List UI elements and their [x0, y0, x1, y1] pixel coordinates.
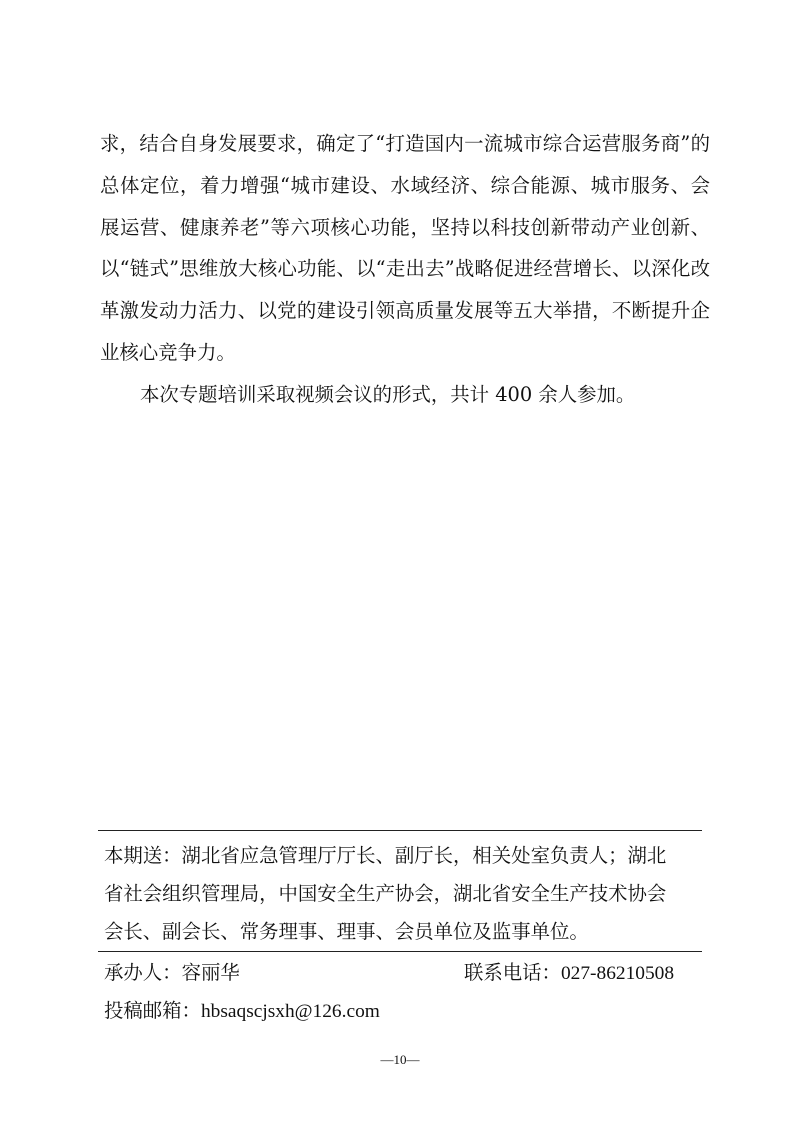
- handler-name: 容丽华: [181, 961, 240, 984]
- email-label: 投稿邮箱：: [104, 999, 201, 1022]
- email-address[interactable]: hbsaqscjsxh@126.com: [200, 1001, 380, 1022]
- body-paragraph-continued: 求，结合自身发展要求，确定了“打造国内一流城市综合运营服务商”的总体定位，着力增强“城市建设、水域经济、综合能源、城市服务、会展运营、健康养老”等六项核心功能，坚持以科技创新带动产业创新、以“链式”思维放大核心功能、以“走出去”战略促进经营增长、以深化改革激发动力活力、以党的建设引领高质量发展等五大举措，不断提升企业核心竞争力。: [100, 132, 710, 364]
- contact-row-email: [104, 996, 702, 1026]
- phone-label: 联系电话：: [464, 961, 561, 984]
- distribution-line-3: 会长、副会长、常务理事、理事、会员单位及监事单位。: [104, 920, 589, 943]
- body-paragraph-attendance: 本次专题培训采取视频会议的形式，共计 400 余人参加。: [140, 382, 636, 406]
- phone: [464, 958, 674, 989]
- distribution-list: [104, 837, 702, 951]
- distribution-top-rule: [98, 830, 702, 831]
- email: [104, 996, 380, 1027]
- distribution-line-1: 本期送：湖北省应急管理厅厅长、副厅长，相关处室负责人；湖北: [104, 844, 667, 867]
- page-number: —10—: [380, 1052, 420, 1067]
- body-text: [100, 123, 710, 416]
- distribution-bottom-rule: [98, 951, 702, 952]
- handler: [104, 958, 240, 988]
- distribution-line-2: 省社会组织管理局，中国安全生产协会，湖北省安全生产技术协会: [104, 882, 667, 905]
- phone-number: 027-86210508: [560, 963, 675, 984]
- contact-row-handler: [104, 958, 702, 988]
- handler-label: 承办人：: [104, 961, 182, 984]
